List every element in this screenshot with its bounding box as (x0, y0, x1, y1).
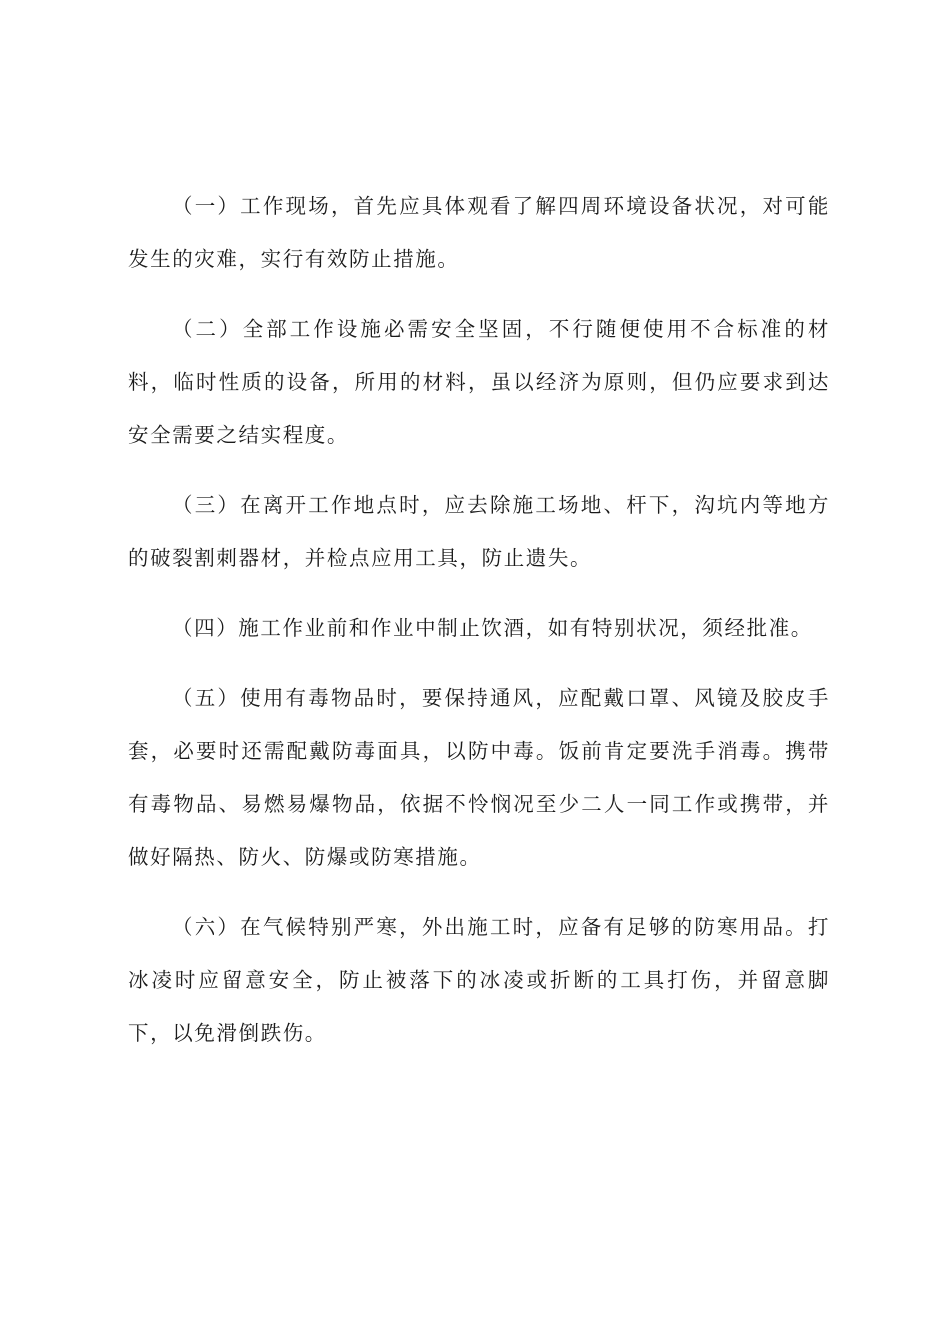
paragraph-1: （一）工作现场，首先应具体观看了解四周环境设备状况，对可能发生的灾难，实行有效防止措施。 (128, 194, 830, 271)
paragraph-2: （二）全部工作设施必需安全坚固，不行随便使用不合标准的材料，临时性质的设备，所用的材料，虽以经济为原则，但仍应要求到达安全需要之结实程度。 (128, 317, 830, 447)
paragraph-6: （六）在气候特别严寒，外出施工时，应备有足够的防寒用品。打冰凌时应留意安全，防止被落下的冰凌或折断的工具打伤，并留意脚下，以免滑倒跌伤。 (128, 915, 830, 1045)
paragraph-3: （三）在离开工作地点时，应去除施工场地、杆下，沟坑内等地方的破裂割刺器材，并检点应用工具，防止遗失。 (128, 493, 830, 570)
paragraph-5: （五）使用有毒物品时，要保持通风，应配戴口罩、风镜及胶皮手套，必要时还需配戴防毒面具，以防中毒。饭前肯定要洗手消毒。携带有毒物品、易燃易爆物品，依据不怜悯况至少二人一同工作或携带，并做好隔热、防火、防爆或防寒措施。 (128, 686, 830, 869)
document-body (128, 180, 830, 1060)
paragraph-4: （四）施工作业前和作业中制止饮酒，如有特别状况，须经批准。 (172, 616, 813, 640)
